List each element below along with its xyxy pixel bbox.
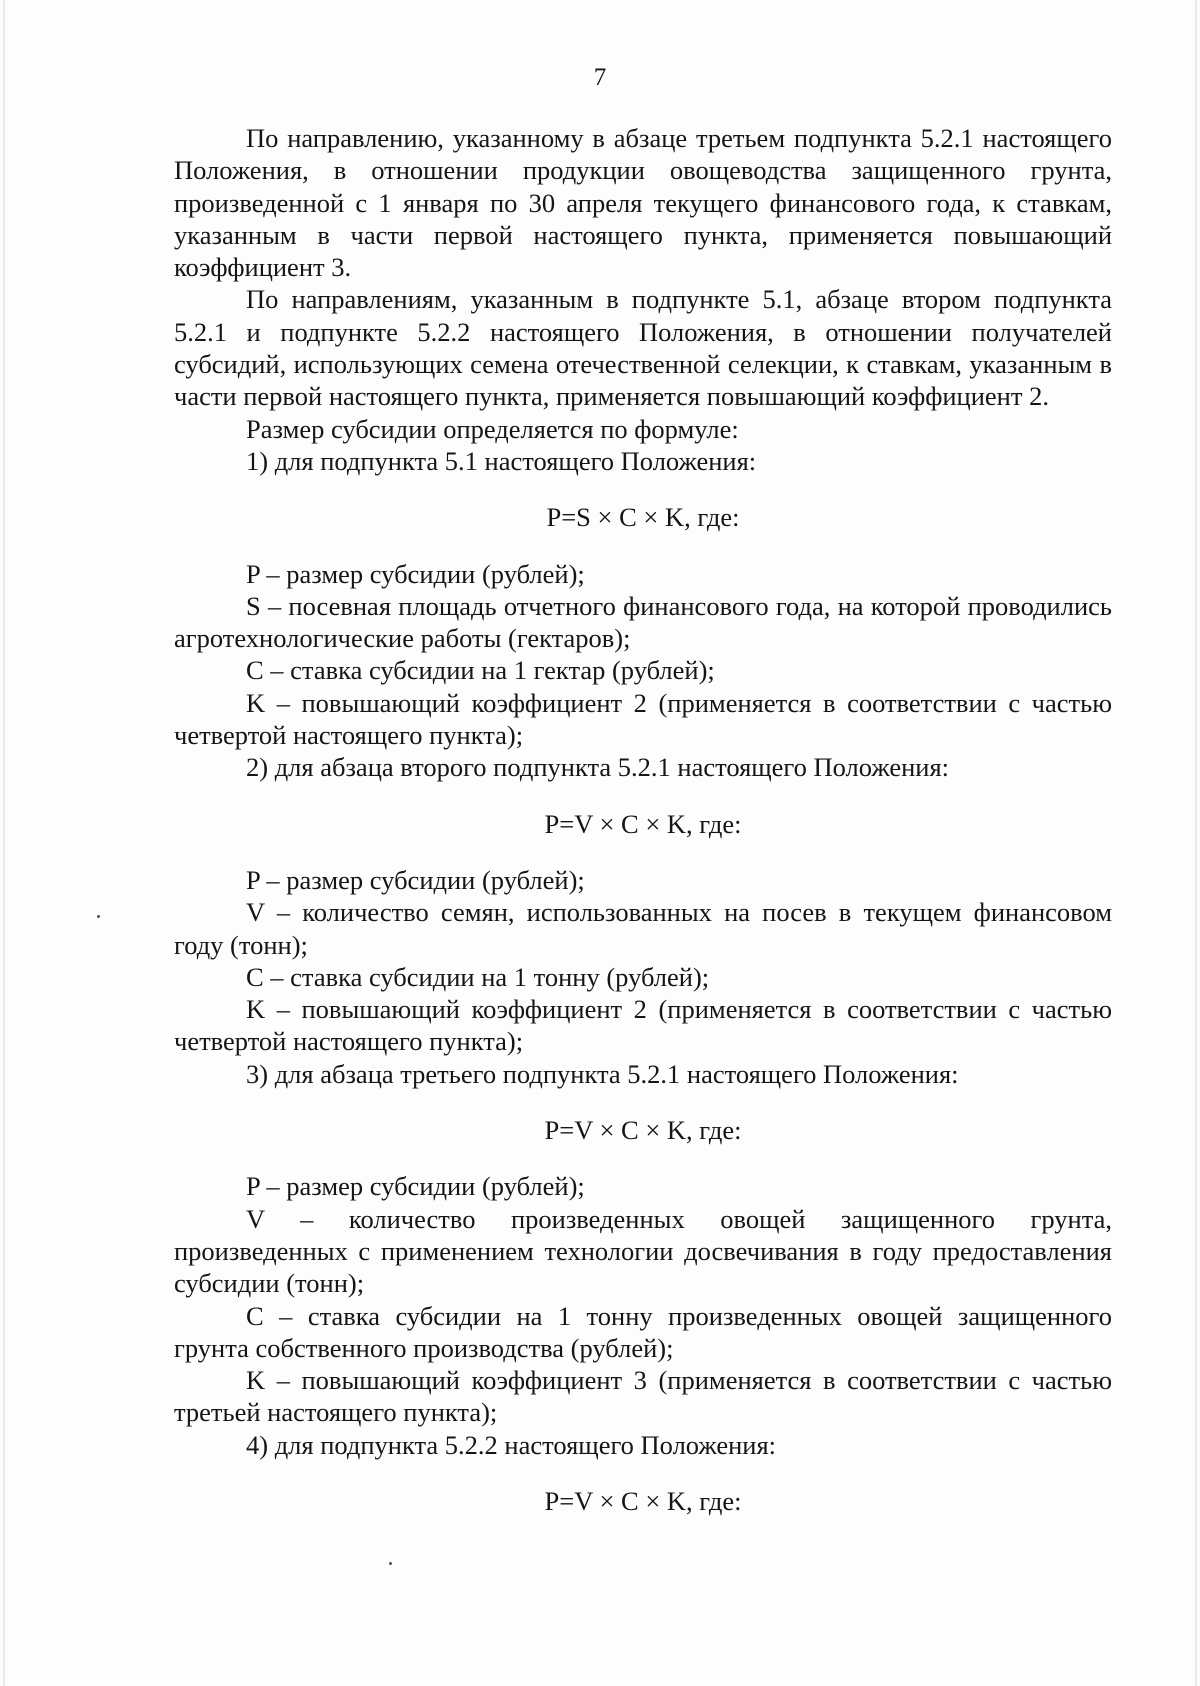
- formula-1: P=S × C × K, где:: [546, 502, 740, 533]
- legend-3-v: V – количество произведенных овощей защищенного грунта, произведенных с применением технологии досвечивания в году предоставления субсидии (тонн);: [174, 1203, 1112, 1299]
- legend-1-p: P – размер субсидии (рублей);: [246, 558, 585, 589]
- item-3-heading: 3) для абзаца третьего подпункта 5.2.1 настоящего Положения:: [246, 1058, 959, 1089]
- formula-4: P=V × C × K, где:: [544, 1485, 742, 1516]
- scan-edge-right: [1195, 0, 1197, 1686]
- scan-speck: [97, 915, 100, 918]
- legend-2-p: P – размер субсидии (рублей);: [246, 864, 585, 895]
- legend-1-c: C – ставка субсидии на 1 гектар (рублей);: [246, 655, 715, 686]
- item-1-heading: 1) для подпункта 5.1 настоящего Положения:: [246, 445, 757, 476]
- item-2-heading: 2) для абзаца второго подпункта 5.2.1 настоящего Положения:: [246, 752, 950, 783]
- document-body: [174, 122, 1112, 1541]
- legend-2-c: C – ставка субсидии на 1 тонну (рублей);: [246, 961, 710, 992]
- paragraph-coefficient-2: По направлениям, указанным в подпункте 5.1, абзаце втором подпункта 5.2.1 и подпункте 5.2.2 настоящего Положения, в отношении получателей субсидий, использующих семена отечественной селекции, к ставкам, указанным в части первой настоящего пункта, применяется повышающий коэффициент 2.: [174, 284, 1112, 412]
- legend-1-s: S – посевная площадь отчетного финансового года, на которой проводились агротехнологические работы (гектаров);: [174, 590, 1112, 654]
- scan-edge-left: [3, 0, 5, 1686]
- page-number: 7: [593, 64, 607, 91]
- item-4-heading: 4) для подпункта 5.2.2 настоящего Положения:: [246, 1429, 777, 1460]
- scan-speck: [389, 1562, 392, 1565]
- legend-2-v: V – количество семян, использованных на посев в текущем финансовом году (тонн);: [174, 897, 1112, 960]
- legend-2-k: K – повышающий коэффициент 2 (применяется в соответствии с частью четвертой настоящего пункта);: [174, 994, 1112, 1057]
- legend-1-k: K – повышающий коэффициент 2 (применяется в соответствии с частью четвертой настоящего пункта);: [174, 687, 1112, 751]
- formula-2: P=V × C × K, где:: [544, 808, 742, 839]
- paragraph-formula-intro: Размер субсидии определяется по формуле:: [246, 413, 739, 444]
- legend-3-p: P – размер субсидии (рублей);: [246, 1171, 585, 1202]
- paragraph-coefficient-3: По направлению, указанному в абзаце третьем подпункта 5.2.1 настоящего Положения, в отношении продукции овощеводства защищенного грунта, произведенной с 1 января по 30 апреля текущего финансового года, к ставкам, указанным в части первой настоящего пункта, применяется повышающий коэффициент 3.: [174, 123, 1112, 283]
- legend-3-k: K – повышающий коэффициент 3 (применяется в соответствии с частью третьей настоящего пункта);: [174, 1365, 1112, 1428]
- legend-3-c: C – ставка субсидии на 1 тонну произведенных овощей защищенного грунта собственного производства (рублей);: [174, 1300, 1112, 1363]
- formula-3: P=V × C × K, где:: [544, 1115, 742, 1146]
